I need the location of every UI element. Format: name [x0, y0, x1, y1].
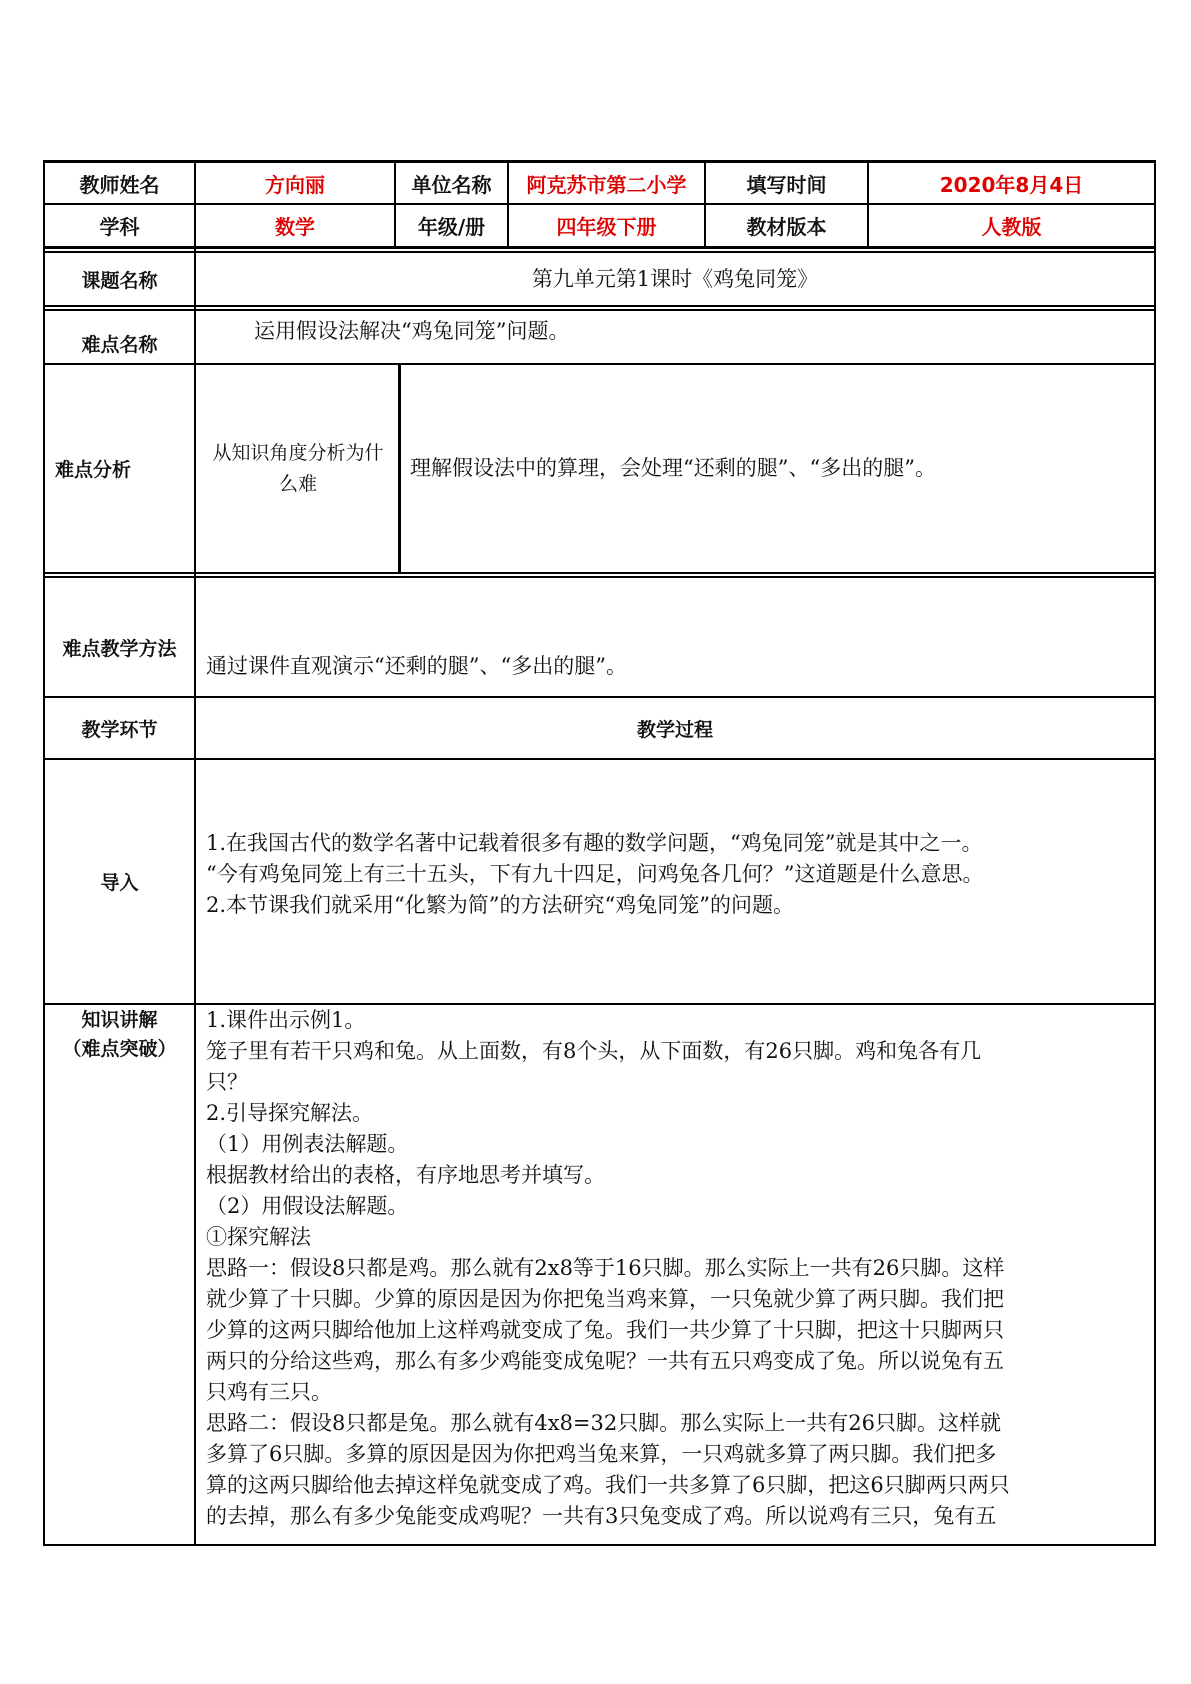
- intro-body: [206, 828, 1150, 921]
- explain-line: 只鸡有三只。: [206, 1380, 332, 1404]
- unit-name-value: 阿克苏市第二小学: [526, 172, 687, 197]
- explain-line: ①探究解法: [206, 1225, 311, 1249]
- topic-value: 第九单元第1课时《鸡兔同笼》: [531, 266, 819, 291]
- explain-line: （2）用假设法解题。: [206, 1194, 409, 1218]
- teacher-name-label: 教师姓名: [79, 172, 160, 197]
- intro-line: “今有鸡兔同笼上有三十五头，下有九十四足，问鸡兔各几何？”这道题是什么意思。: [206, 862, 984, 886]
- explain-line: 就少算了十只脚。少算的原因是因为你把兔当鸡来算，一只兔就少算了两只脚。我们把: [206, 1287, 1004, 1311]
- process-title: 教学过程: [636, 718, 713, 741]
- explain-body: [206, 1005, 1150, 1532]
- explain-line: 思路一：假设8只都是鸡。那么就有2x8等于16只脚。那么实际上一共有26只脚。这样: [206, 1256, 1005, 1280]
- explain-line: 少算的这两只脚给他加上这样鸡就变成了兔。我们一共少算了十只脚，把这十只脚两只: [206, 1318, 1004, 1342]
- rule-analysis-bottom: [43, 572, 1156, 574]
- fill-time-label: 填写时间: [746, 172, 827, 197]
- explain-line: 2.引导探究解法。: [206, 1101, 374, 1125]
- intro-line: 1.在我国古代的数学名著中记载着很多有趣的数学问题，“鸡兔同笼”就是其中之一。: [206, 831, 983, 855]
- grade-value: 四年级下册: [556, 215, 657, 239]
- rule-topic-bottom: [43, 305, 1156, 307]
- explain-label-line: 知识讲解: [81, 1009, 158, 1031]
- teacher-name-value: 方向丽: [265, 172, 325, 197]
- intro-label: 导入: [100, 872, 139, 894]
- explain-line: 算的这两只脚给他去掉这样兔就变成了鸡。我们一共多算了6只脚，把这6只脚两只两只: [206, 1473, 1010, 1497]
- rule-explain-bottom: [43, 1544, 1156, 1546]
- edition-value: 人教版: [981, 215, 1042, 239]
- rule-analysis-sub: [398, 365, 401, 572]
- explain-line: 1.课件出示例1。: [206, 1008, 366, 1032]
- edition-label: 教材版本: [746, 215, 827, 239]
- analysis-value: 理解假设法中的算理，会处理“还剩的腿”、“多出的腿”。: [410, 456, 936, 480]
- method-value: 通过课件直观演示“还剩的腿”、“多出的腿”。: [206, 653, 627, 678]
- rule-right: [1154, 160, 1156, 1546]
- explain-line: 笼子里有若干只鸡和兔。从上面数，有8个头，从下面数，有26只脚。鸡和兔各有几: [206, 1039, 982, 1063]
- explain-line: 思路二：假设8只都是兔。那么就有4x8=32只脚。那么实际上一共有26只脚。这样就: [206, 1411, 1001, 1435]
- grade-label: 年级/册: [417, 215, 486, 239]
- analysis-label: 难点分析: [55, 459, 132, 481]
- process-stage-label: 教学环节: [81, 718, 158, 741]
- explain-label: [45, 1006, 194, 1064]
- explain-line: 的去掉，那么有多少兔能变成鸡呢？一共有3只兔变成了鸡。所以说鸡有三只，兔有五: [206, 1504, 997, 1528]
- rule-header-bottom: [43, 246, 1156, 249]
- subject-value: 数学: [275, 215, 315, 239]
- explain-line: 两只的分给这些鸡，那么有多少鸡能变成兔呢？一共有五只鸡变成了兔。所以说兔有五: [206, 1349, 1004, 1373]
- difficulty-label: 难点名称: [81, 333, 158, 356]
- unit-name-label: 单位名称: [411, 172, 492, 197]
- explain-line: （1）用例表法解题。: [206, 1132, 409, 1156]
- difficulty-value: 运用假设法解决“鸡兔同笼”问题。: [254, 318, 570, 343]
- explain-label-line: （难点突破）: [62, 1038, 177, 1060]
- topic-label: 课题名称: [81, 269, 158, 292]
- subject-label: 学科: [99, 215, 140, 239]
- rule-label-column: [194, 160, 196, 1546]
- rule-process-bottom: [43, 758, 1156, 760]
- intro-line: 2.本节课我们就采用“化繁为简”的方法研究“鸡兔同笼”的问题。: [206, 893, 794, 917]
- method-label: 难点教学方法: [62, 638, 177, 660]
- explain-line: 多算了6只脚。多算的原因是因为你把鸡当兔来算，一只鸡就多算了两只脚。我们把多: [206, 1442, 997, 1466]
- fill-time-value: 2020年8月4日: [939, 172, 1084, 197]
- analysis-sub-label: 从知识角度分析为什么难: [212, 441, 384, 495]
- explain-line: 根据教材给出的表格，有序地思考并填写。: [206, 1163, 605, 1187]
- explain-line: 只？: [206, 1070, 248, 1094]
